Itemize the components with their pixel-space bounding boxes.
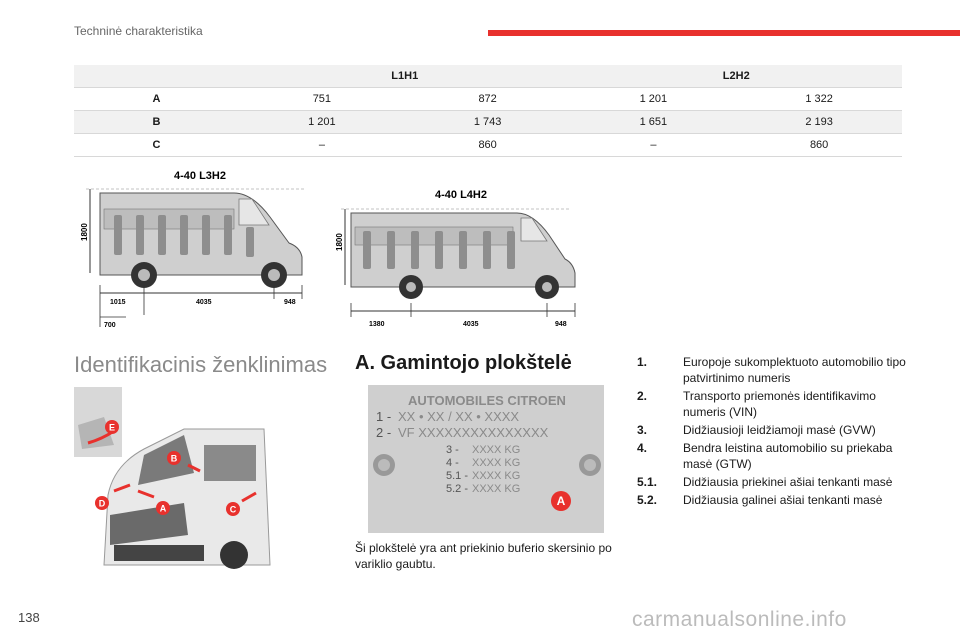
table-cell: 872	[405, 88, 571, 111]
plate-weight-value: XXXX KG	[472, 444, 521, 456]
svg-text:B: B	[170, 453, 178, 464]
header-accent-bar	[488, 30, 960, 36]
svg-text:D: D	[98, 498, 106, 509]
item-number: 2.	[637, 389, 648, 403]
item-number: 5.2.	[637, 493, 658, 507]
dim-label: 948	[284, 299, 296, 306]
item-text: Europoje sukomplektuoto automobilio tipo patvirtinimo numeris	[683, 355, 906, 385]
table-row	[74, 88, 902, 111]
plate-weight-label: 5.1 -	[446, 470, 469, 482]
plate-weight-label: 5.2 -	[446, 483, 469, 495]
marker-e	[105, 420, 119, 434]
dim-label: 4035	[463, 321, 479, 328]
plate-caption: Ši plokštelė yra ant priekinio buferio skersinio po variklio gaubtu.	[355, 541, 612, 571]
list-item	[637, 440, 907, 472]
table-cell: 1 651	[571, 111, 737, 134]
table-cell: –	[239, 134, 405, 157]
svg-text:C: C	[229, 504, 237, 515]
figure-title: 4-40 L4H2	[435, 189, 487, 201]
dim-label: 700	[104, 322, 116, 329]
list-item	[637, 422, 907, 438]
row-label: B	[74, 111, 239, 134]
plate-weight-value: XXXX KG	[472, 457, 521, 469]
list-item	[637, 388, 907, 420]
table-header-l2h2: L2H2	[571, 65, 903, 88]
item-text: Didžiausioji leidžiamoji masė (GVW)	[683, 423, 876, 437]
marker-a	[156, 501, 170, 515]
plate-heading: A. Gamintojo plokštelė	[355, 352, 572, 374]
table-header-row	[74, 65, 902, 88]
table-header-l1h1: L1H1	[239, 65, 571, 88]
figure-title: 4-40 L3H2	[174, 170, 226, 182]
table-cell: 860	[405, 134, 571, 157]
table-cell: 1 201	[571, 88, 737, 111]
rivet-left-icon	[373, 454, 395, 476]
table-cell: 1 743	[405, 111, 571, 134]
table-header-empty	[74, 65, 239, 88]
plate-line1-value: XX • XX / XX • XXXX	[398, 409, 520, 424]
plate-line2-label: 2 -	[376, 425, 392, 440]
list-item	[637, 474, 907, 490]
plate-weight-label: 3 -	[446, 444, 459, 456]
rivet-right-icon	[579, 454, 601, 476]
marker-a	[551, 491, 571, 511]
plate-weight-value: XXXX KG	[472, 470, 521, 482]
marker-c	[226, 502, 240, 516]
height-label: 1800	[80, 223, 89, 241]
item-number: 3.	[637, 423, 648, 437]
row-label: A	[74, 88, 239, 111]
dim-label: 948	[555, 321, 567, 328]
plate-line1-label: 1 -	[376, 409, 392, 424]
plate-line2-value: VF XXXXXXXXXXXXXXX	[398, 425, 549, 440]
dim-label: 1015	[110, 299, 126, 306]
plate-weight-value: XXXX KG	[472, 483, 521, 495]
table-row	[74, 134, 902, 157]
item-text: Didžiausia galinei ašiai tenkanti masė	[683, 493, 883, 507]
table-cell: 751	[239, 88, 405, 111]
manufacturer-plate	[368, 385, 604, 533]
identification-heading: Identifikacinis ženklinimas	[74, 352, 328, 377]
watermark: carmanualsonline.info	[632, 608, 847, 631]
item-text: Didžiausia priekinei ašiai tenkanti masė	[683, 475, 893, 489]
dim-label: 1380	[369, 321, 385, 328]
plate-legend	[637, 354, 907, 510]
list-item	[637, 492, 907, 508]
item-text: Transporto priemonės identifikavimo numeris (VIN)	[683, 389, 876, 419]
dim-label: 4035	[196, 299, 212, 306]
item-text: Bendra leistina automobilio su priekaba masė (GTW)	[683, 441, 893, 471]
van-diagram-l3h2	[74, 165, 324, 335]
dimensions-table	[74, 65, 902, 157]
item-number: 4.	[637, 441, 648, 455]
table-cell: 1 201	[239, 111, 405, 134]
marker-d	[95, 496, 109, 510]
marker-b	[167, 451, 181, 465]
svg-text:A: A	[159, 503, 167, 514]
page-number: 138	[18, 610, 40, 625]
plate-brand: AUTOMOBILES CITROEN	[408, 393, 566, 408]
height-label: 1800	[335, 233, 344, 251]
table-row	[74, 111, 902, 134]
svg-text:A: A	[556, 494, 566, 508]
section-title: Techninė charakteristika	[74, 24, 203, 38]
table-cell: 860	[736, 134, 902, 157]
identification-illustration	[74, 385, 274, 570]
plate-weight-label: 4 -	[446, 457, 459, 469]
item-number: 1.	[637, 355, 648, 369]
table-cell: –	[571, 134, 737, 157]
list-item	[637, 354, 907, 386]
svg-text:E: E	[108, 422, 116, 433]
table-cell: 2 193	[736, 111, 902, 134]
item-number: 5.1.	[637, 475, 658, 489]
row-label: C	[74, 134, 239, 157]
van-diagram-l4h2	[335, 185, 585, 333]
table-cell: 1 322	[736, 88, 902, 111]
